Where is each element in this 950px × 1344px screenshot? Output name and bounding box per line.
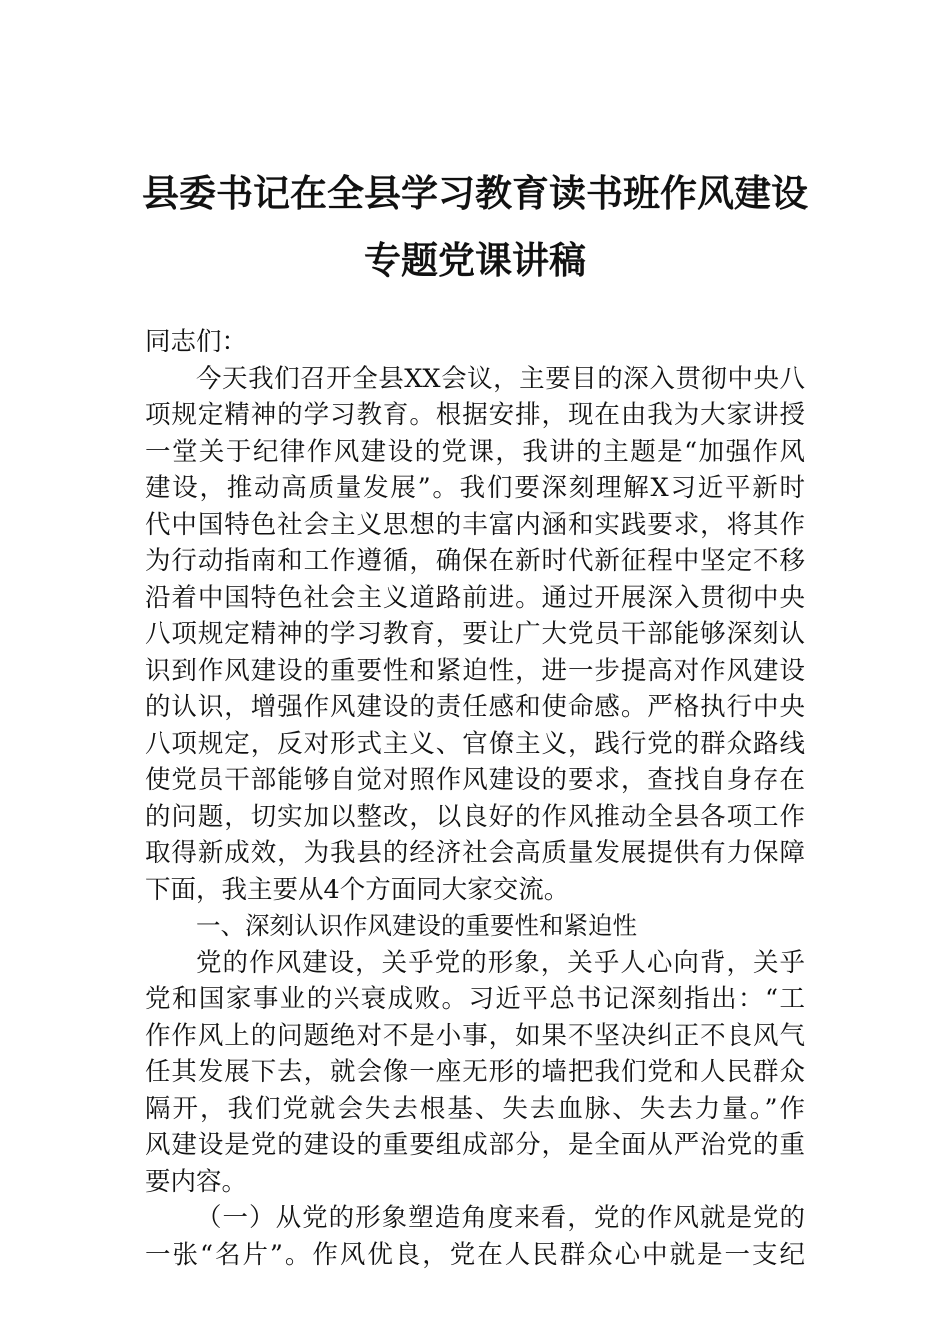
paragraph-line: 党和国家事业的兴衰成败。习近平总书记深刻指出：“工: [145, 984, 805, 1014]
section-heading: 一、深刻认识作风建设的重要性和紧迫性: [196, 911, 637, 940]
paragraph-line: 下面，我主要从4个方面同大家交流。: [145, 874, 570, 905]
paragraph-line: 一张“名片”。作风优良，党在人民群众心中就是一支纪: [145, 1239, 805, 1270]
paragraph-line: 党的作风建设，关乎党的形象，关乎人心向背，关乎: [196, 947, 805, 978]
document-title-line-1: 县委书记在全县学习教育读书班作风建设: [142, 171, 808, 215]
document-body: [145, 324, 805, 1273]
paragraph-line: 今天我们召开全县XX会议，主要目的深入贯彻中央八: [196, 363, 805, 394]
paragraph-line: 建设，推动高质量发展”。我们要深刻理解X习近平新时: [145, 473, 805, 503]
document-title-line-2: 专题党课讲稿: [364, 238, 586, 282]
paragraph-line: 使党员干部能够自觉对照作风建设的要求，查找自身存在: [145, 765, 805, 795]
paragraph-line: 风建设是党的建设的重要组成部分，是全面从严治党的重: [145, 1130, 805, 1160]
paragraph-line: 要内容。: [145, 1166, 248, 1197]
paragraph-line: 项规定精神的学习教育。根据安排，现在由我为大家讲授: [145, 400, 805, 430]
paragraph-line: 取得新成效，为我县的经济社会高质量发展提供有力保障: [145, 838, 805, 868]
subsection-line: （一）从党的形象塑造角度来看，党的作风就是党的: [196, 1203, 805, 1233]
paragraph-line: 的问题，切实加以整改，以良好的作风推动全县各项工作: [145, 801, 805, 832]
paragraph-line: 的认识，增强作风建设的责任感和使命感。严格执行中央: [145, 692, 805, 722]
paragraph-line: 沿着中国特色社会主义道路前进。通过开展深入贯彻中央: [145, 582, 805, 613]
paragraph-line: 为行动指南和工作遵循，确保在新时代新征程中坚定不移: [145, 546, 805, 576]
paragraph-line: 八项规定，反对形式主义、官僚主义，践行党的群众路线: [145, 728, 805, 759]
paragraph-line: 八项规定精神的学习教育，要让广大党员干部能够深刻认: [145, 619, 805, 649]
paragraph-line: 作作风上的问题绝对不是小事，如果不坚决纠正不良风气: [145, 1020, 805, 1051]
paragraph-line: 识到作风建设的重要性和紧迫性，进一步提高对作风建设: [145, 655, 805, 686]
paragraph-line: 一堂关于纪律作风建设的党课，我讲的主题是“加强作风: [145, 436, 805, 467]
salutation: 同志们：: [145, 327, 248, 357]
paragraph-line: 隔开，我们党就会失去根基、失去血脉、失去力量。”作: [145, 1093, 805, 1124]
paragraph-line: 代中国特色社会主义思想的丰富内涵和实践要求，将其作: [145, 509, 805, 540]
paragraph-line: 任其发展下去，就会像一座无形的墙把我们党和人民群众: [145, 1057, 805, 1087]
